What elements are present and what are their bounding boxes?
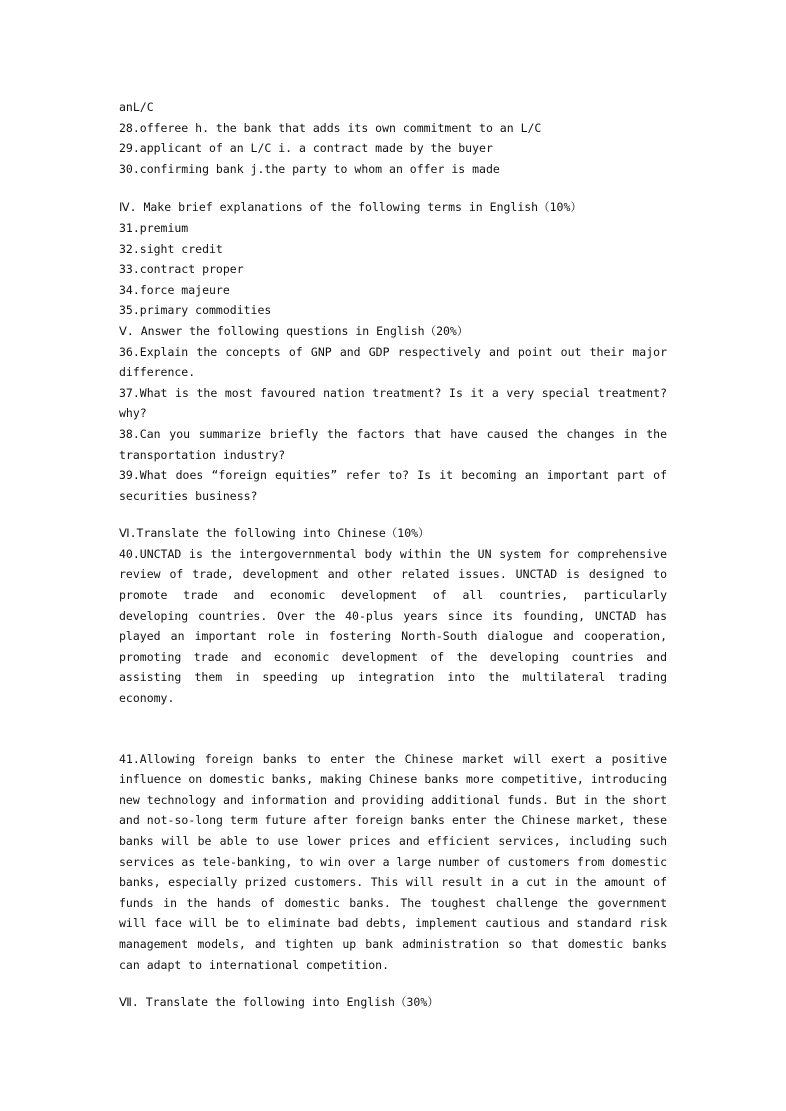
matching-item-28: 28.offeree h. the bank that adds its own commitment to an L/C [119,120,542,135]
translation-passage-41: 41.Allowing foreign banks to enter the Chinese market will exert a positive influence on domestic banks, making Chinese banks more competitive, introducing new technology and information and providing additional funds. But in the short and not-so-long term future after foreign banks enter the Chinese market, these banks will be able to use lower prices and efficient services, including such services as tele-banking, to win over a large number of customers from domestic banks, especially prized customers. This will result in a cut in the amount of funds in the hands of domestic banks. The toughest challenge the government will face will be to eliminate bad debts, implement cautious and standard risk management models, and tighten up bank administration so that domestic banks can adapt to international competition. [119,751,667,972]
matching-item-30: 30.confirming bank j.the party to whom an offer is made [119,161,500,176]
section-vii [119,992,667,1013]
section-vi [119,523,667,975]
exam-page [119,97,667,1013]
matching-item-29: 29.applicant of an L/C i. a contract made by the buyer [119,141,493,156]
term-item-33: 33.contract proper [119,262,244,277]
translation-passage-40: 40.UNCTAD is the intergovernmental body within the UN system for comprehensive review of trade, development and other related issues. UNCTAD is designed to promote trade and economic development of all countries, particularly developing countries. Over the 40-plus years since its founding, UNCTAD has played an important role in fostering North-South dialogue and cooperation, promoting trade and economic development of the developing countries and assisting them in speeding up integration into the multilateral trading economy. [119,546,667,706]
matching-section-tail [119,97,667,179]
section-vii-title: Ⅶ. Translate the following into English（30%） [119,995,439,1010]
term-item-35: 35.primary commodities [119,303,272,318]
section-v-title: Ⅴ. Answer the following questions in English（20%） [119,323,469,338]
question-39: 39.What does “foreign equities” refer to? Is it becoming an important part of securities business? [119,468,667,503]
question-37: 37.What is the most favoured nation treatment? Is it a very special treatment? why? [119,385,667,421]
section-iv [119,197,667,321]
question-38: 38.Can you summarize briefly the factors that have caused the changes in the transportation industry? [119,426,667,462]
section-iv-title: Ⅳ. Make brief explanations of the following terms in English（10%） [119,200,582,215]
section-vi-title: Ⅵ.Translate the following into Chinese（10%） [119,526,430,541]
section-v [119,321,667,506]
term-item-34: 34.force majeure [119,282,230,297]
term-item-31: 31.premium [119,220,189,235]
matching-line: anL/C [119,100,154,114]
question-36: 36.Explain the concepts of GNP and GDP respectively and point out their major difference. [119,344,667,380]
term-item-32: 32.sight credit [119,241,223,256]
